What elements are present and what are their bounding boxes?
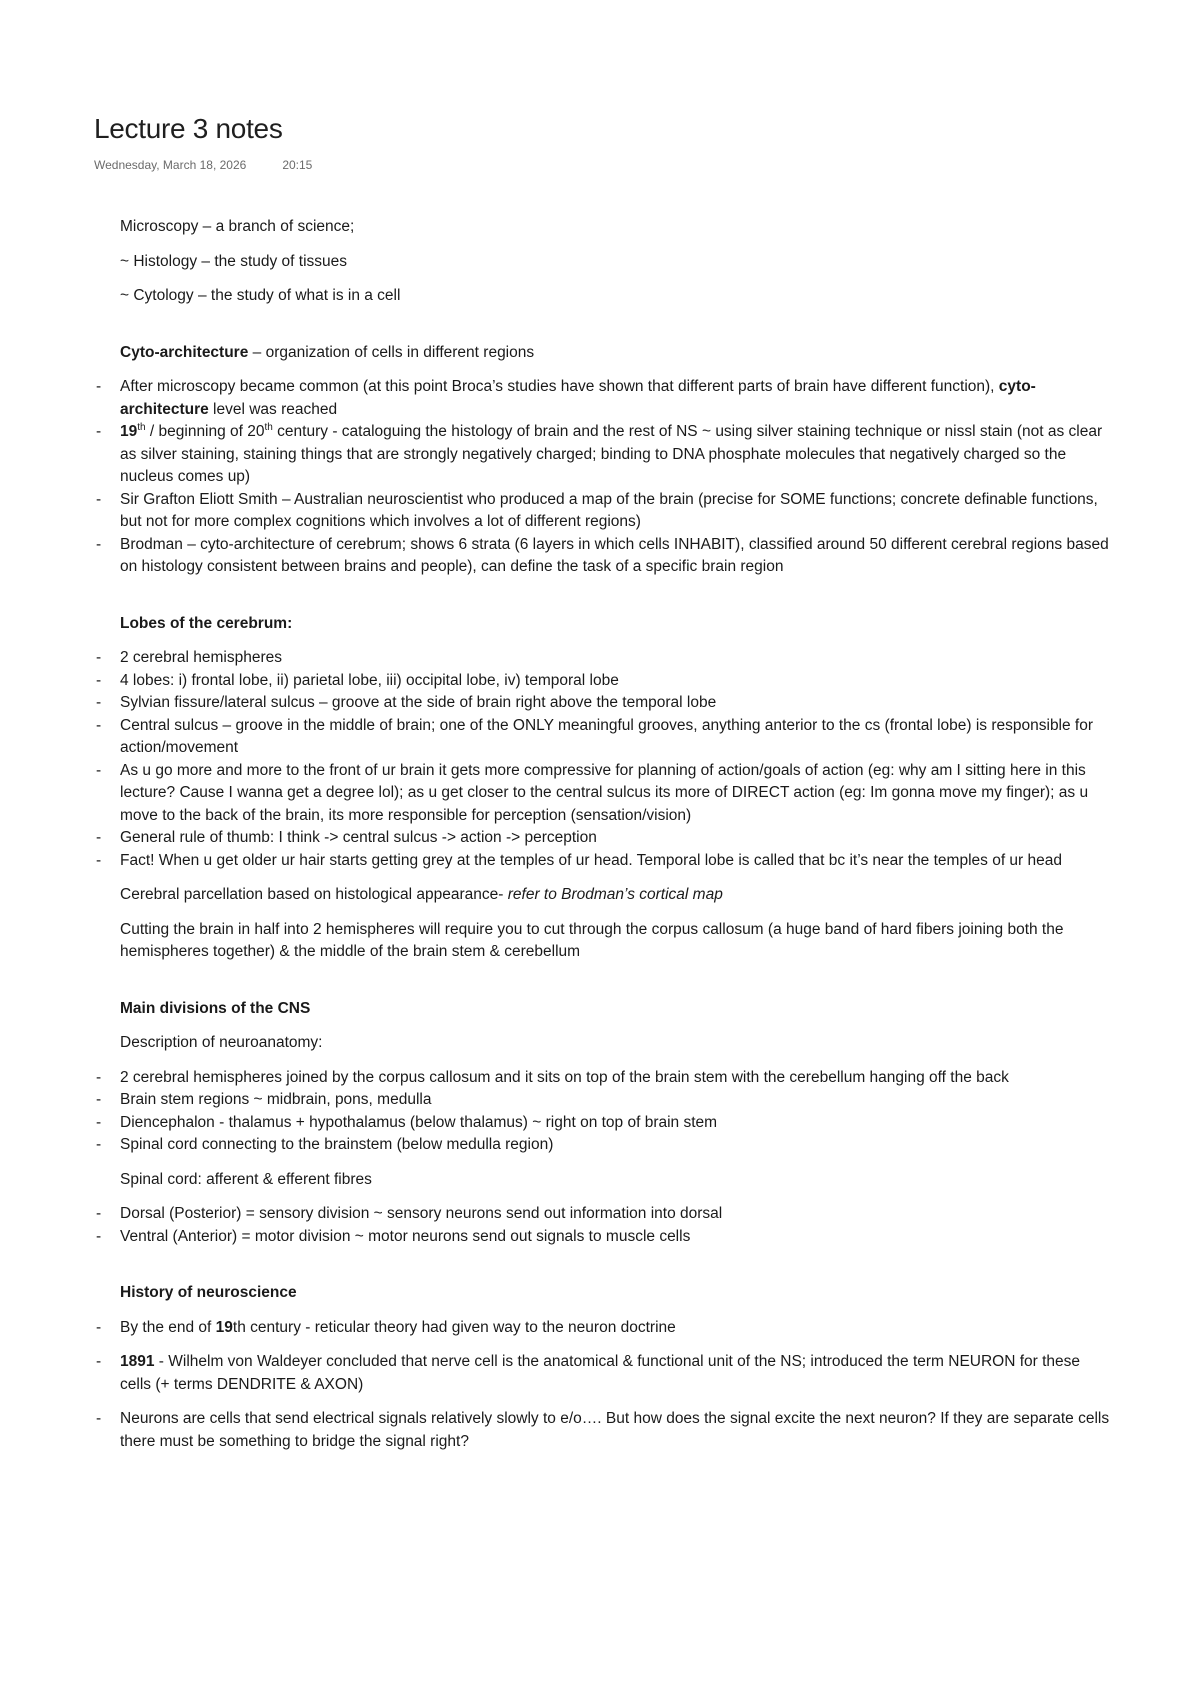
cyto-heading-bold: Cyto-architecture xyxy=(120,343,249,361)
list-item xyxy=(120,376,1115,421)
cyto-b1-tail: level was reached xyxy=(208,400,338,418)
page-title: Lecture 3 notes xyxy=(94,113,283,144)
note-body xyxy=(120,216,1115,1465)
parcellation-italic: refer to Brodman’s cortical map xyxy=(507,886,723,903)
list-item: - Dorsal (Posterior) = sensory division ~ sensory neurons send out information into dorsal xyxy=(120,1203,1115,1226)
history-b1-bold: 19 xyxy=(215,1318,233,1336)
cns-heading: Main divisions of the CNS xyxy=(120,999,311,1017)
list-item: - Sir Grafton Eliott Smith – Australian neuroscientist who produced a map of the brain (precise for SOME functions; concrete definable functions, but not for more complex cognitions which involves a lot of different regions) xyxy=(120,489,1115,534)
spinal-note: Spinal cord: afferent & efferent fibres xyxy=(120,1170,372,1188)
page-time: 20:15 xyxy=(282,158,313,172)
list-item: - As u go more and more to the front of ur brain it gets more compressive for planning of action/goals of action (eg: why am I sitting here in this lecture? Cause I wanna get a degree lol); as u get closer to the central sulcus its more of DIRECT action (eg: Im gonna move my finger); as u move to the back of the brain, its more responsible for perception (sensation/vision) xyxy=(120,760,1115,828)
cyto-heading xyxy=(120,342,1115,365)
cyto-heading-rest: – organization of cells in different regions xyxy=(248,343,535,361)
history-list xyxy=(120,1317,1115,1454)
page-meta xyxy=(94,158,312,172)
history-b2-bold: 1891 xyxy=(120,1353,155,1370)
list-item: - 2 cerebral hemispheres xyxy=(120,647,1115,670)
cyto-b2-rest: century - cataloguing the histology of brain and the rest of NS ~ using silver staining technique or nissl stain (not as clear as silver staining, staining things that are strongly negatively charged; binding to DNA phosphate molecules that negatively charged so the nucleus comes up) xyxy=(120,423,1103,485)
cyto-b2-num: 19 xyxy=(120,423,138,440)
list-item: - Brain stem regions ~ midbrain, pons, medulla xyxy=(120,1089,1115,1112)
list-item: - 4 lobes: i) frontal lobe, ii) parietal lobe, iii) occipital lobe, iv) temporal lobe xyxy=(120,670,1115,693)
history-heading: History of neuroscience xyxy=(120,1284,297,1301)
list-item: - 2 cerebral hemispheres joined by the corpus callosum and it sits on top of the brain stem with the cerebellum hanging off the back xyxy=(120,1067,1115,1090)
list-item xyxy=(120,421,1115,489)
intro-line: ~ Cytology – the study of what is in a cell xyxy=(120,287,401,304)
intro-line: Microscopy – a branch of science; xyxy=(120,218,355,235)
cyto-b1-text: After microscopy became common (at this point Broca’s studies have shown that different parts of brain have different function), xyxy=(120,378,999,395)
list-item: - Sylvian fissure/lateral sulcus – groove at the side of brain right above the temporal lobe xyxy=(120,692,1115,715)
spinal-list xyxy=(120,1203,1115,1248)
list-item xyxy=(120,1317,1115,1340)
list-item: - Diencephalon - thalamus + hypothalamus (below thalamus) ~ right on top of brain stem xyxy=(120,1112,1115,1135)
list-item: - General rule of thumb: I think -> central sulcus -> action -> perception xyxy=(120,827,1115,850)
list-item: - Central sulcus – groove in the middle of brain; one of the ONLY meaningful grooves, anything anterior to the cs (frontal lobe) is responsible for action/movement xyxy=(120,715,1115,760)
intro-line: ~ Histology – the study of tissues xyxy=(120,252,348,270)
history-b2-rest: - Wilhelm von Waldeyer concluded that nerve cell is the anatomical & functional unit of the NS; introduced the term NEURON for these cells (+ terms DENDRITE & AXON) xyxy=(120,1353,1081,1393)
page-date: Wednesday, March 18, 2026 xyxy=(94,158,247,172)
cns-description: Description of neuroanatomy: xyxy=(120,1034,323,1051)
cyto-b2-mid: / beginning of 20 xyxy=(145,423,265,440)
lobes-heading: Lobes of the cerebrum: xyxy=(120,614,293,632)
cyto-b2-sup2: th xyxy=(264,421,273,433)
list-item: - Ventral (Anterior) = motor division ~ motor neurons send out signals to muscle cells xyxy=(120,1226,1115,1249)
cns-list xyxy=(120,1067,1115,1157)
list-item: - Brodman – cyto-architecture of cerebrum; shows 6 strata (6 layers in which cells INHABIT), classified around 50 different cerebral regions based on histology consistent between brains and people), can define the task of a specific brain region xyxy=(120,534,1115,579)
list-item: - Fact! When u get older ur hair starts getting grey at the temples of ur head. Temporal lobe is called that bc it’s near the temples of ur head xyxy=(120,850,1115,873)
parcellation-note xyxy=(120,884,1115,907)
list-item: - Spinal cord connecting to the brainstem (below medulla region) xyxy=(120,1134,1115,1157)
cyto-b2-sup1: th xyxy=(137,421,146,433)
list-item xyxy=(120,1351,1115,1396)
cyto-list xyxy=(120,376,1115,579)
history-b1-tail: th century - reticular theory had given way to the neuron doctrine xyxy=(232,1318,676,1336)
lobes-list xyxy=(120,647,1115,872)
history-b1-text: By the end of xyxy=(120,1318,216,1336)
cyto-b1-bold: cyto-architecture xyxy=(120,378,1036,418)
list-item: - Neurons are cells that send electrical signals relatively slowly to e/o…. But how does the signal excite the next neuron? If they are separate cells there must be something to bridge the signal right? xyxy=(120,1408,1115,1453)
parcellation-text: Cerebral parcellation based on histological appearance- xyxy=(120,886,508,903)
cutting-note: Cutting the brain in half into 2 hemispheres will require you to cut through the corpus callosum (a huge band of hard fibers joining both the hemispheres together) & the middle of the brain stem & cerebellum xyxy=(120,920,1064,960)
